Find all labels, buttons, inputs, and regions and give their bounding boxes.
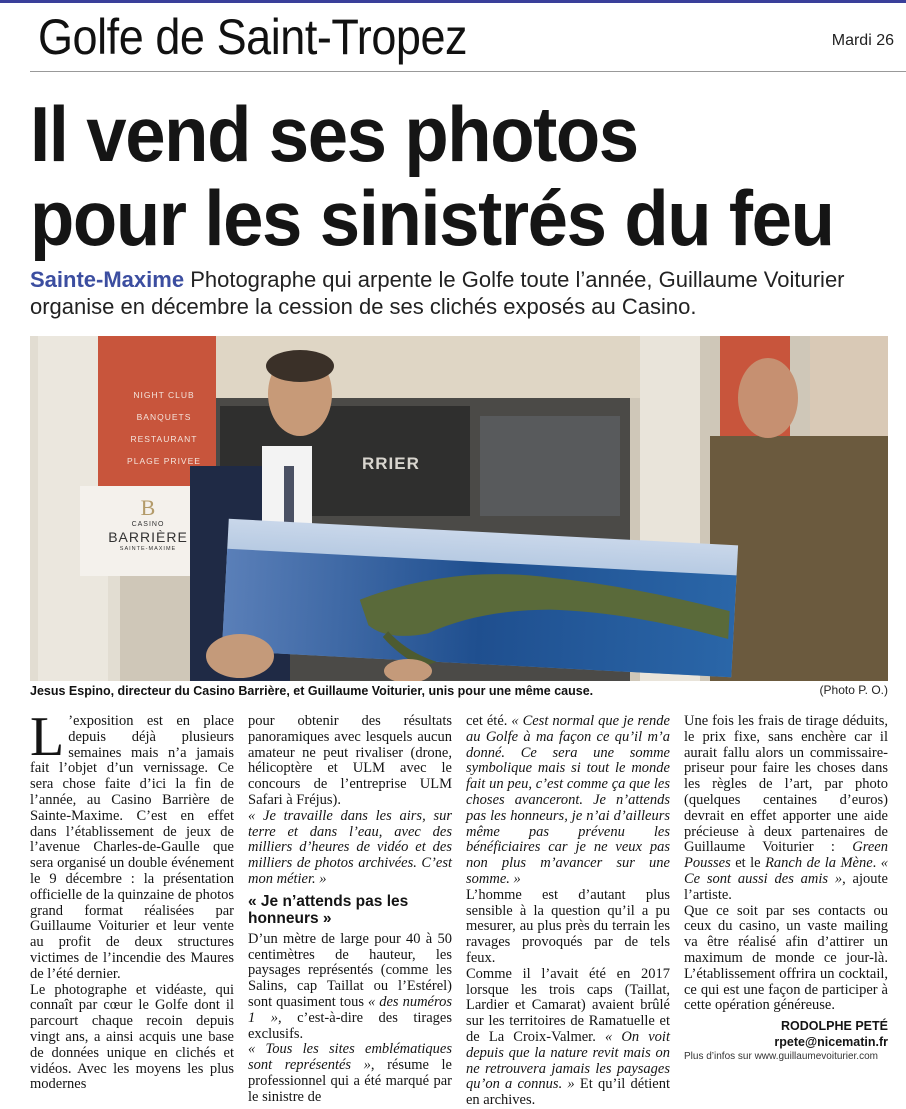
- paragraph-text: et le: [735, 855, 761, 872]
- article-lead: [30, 266, 906, 320]
- article-column-4: [684, 714, 888, 1064]
- header-divider: [30, 71, 906, 72]
- article-column-3: [466, 714, 670, 1109]
- top-accent-bar: [0, 0, 906, 3]
- article-column-2: [248, 714, 452, 1106]
- paragraph-text: D’un mètre de large pour 40 à 50 centimètres de hauteur, les paysages représentés (comme les Salins, cap Taillat ou l’Estérel) sont quasiment tous: [248, 930, 452, 1010]
- article-column-1: [30, 706, 234, 1093]
- intertitle: « Je n’attends pas les honneurs »: [248, 892, 409, 927]
- paragraph: [466, 714, 670, 888]
- drop-cap: L: [30, 706, 65, 768]
- more-info-link: Plus d’infos sur www.guillaumevoiturier.com: [684, 1051, 878, 1063]
- paragraph-text: , résume le professionnel qui a été marqué par le sinistre de: [248, 1057, 452, 1105]
- paragraph: pour obtenir des résultats panoramiques avec lesquels aucun amateur ne peut rivaliser (drone, hélicoptère et ULM avec le concours de l’entreprise ULM Safari à Fréjus).: [248, 713, 452, 808]
- paragraph-text: , c’est-à-dire des tirages exclusifs.: [248, 1009, 452, 1042]
- casino-sign: [110, 384, 218, 472]
- paragraph: [466, 967, 670, 1109]
- lead-text: Photographe qui arpente le Golfe toute l’année, Guillaume Voiturier organise en décembre la cession de ses clichés exposés au Casino.: [30, 267, 845, 319]
- quote: « Tous les sites emblématiques sont représentés »: [248, 1041, 452, 1074]
- quote: « des numéros 1 »: [248, 993, 452, 1026]
- paragraph: Que ce soit par ses contacts ou ceux du casino, un vaste mailing va être réalisé afin d’attirer un maximum de monde ce jour-là. L’établissement offrira un cocktail, ce qui est une façon de participer à cette opération généreuse.: [684, 902, 888, 1014]
- author-signature: RODOLPHE PETÉ: [781, 1019, 888, 1034]
- paragraph-text: Une fois les frais de tirage déduits, le prix fixe, sans enchère car il aurait fallu alors un commissaire-priseur pour faire les choses dans les règles de l’art, par photo (quelques centaines d’euros) devrait en effet apporter une aide précieuse à deux partenaires de Guillaume Voiturier :: [684, 713, 888, 856]
- paragraph: [30, 706, 234, 983]
- paragraph: L’homme est d’autant plus sensible à la question qu’il a pu mesurer, au plus près du terrain les ravages provoqués par de tels feux.: [466, 886, 670, 966]
- casino-logo: [86, 496, 210, 553]
- paragraph: Le photographe et vidéaste, qui connaît par cœur le Golfe dont il parcourt chaque recoin depuis vingt ans, a ainsi acquis une base de données unique en clichés et vidéos. Avec les moyens les plus modernes: [30, 981, 234, 1093]
- section-rubric: Golfe de Saint-Tropez: [38, 9, 468, 65]
- issue-date: Mardi 26: [831, 32, 894, 49]
- lead-place: Sainte-Maxime: [30, 267, 185, 292]
- paragraph-text: ’exposition est en place depuis déjà plusieurs semaines mais n’a jamais fait l’objet d’un vernissage. Ce sera chose faite d’ici la fin de l’année, au Casino Barrière de Sainte-Maxime. C’est en effet dans l’établissement de jeux de l’avenue Charles-de-Gaulle que sera organisé un double événement le 9 décembre : la présentation officielle de la quinzaine de photos grand format réalisées par Guillaume Voiturier et leur vente au profit de deux structures victimes de l’incendie des Maures de l’été dernier.: [30, 713, 234, 982]
- facade-lettering: RRIER: [362, 454, 420, 473]
- sign-line: BANQUETS: [136, 412, 192, 422]
- headline-line-2: pour les sinistrés du feu: [30, 174, 834, 262]
- sign-line: RESTAURANT: [130, 434, 198, 444]
- sign-line: PLAGE PRIVEE: [127, 456, 201, 466]
- headline-line-1: Il vend ses photos: [30, 90, 638, 178]
- quote: « Ce sont aussi des amis »: [684, 855, 889, 887]
- partner-name: Ranch de la Mène: [765, 855, 873, 872]
- paragraph-text: Et qu’il détient en archives.: [466, 1076, 670, 1109]
- logo-name: BARRIÈRE: [108, 529, 188, 545]
- sign-line: NIGHT CLUB: [133, 390, 195, 400]
- quote: « On voit depuis que la nature revit mais on ne retrouvera jamais les paysages qu’on a connus. »: [466, 1028, 670, 1093]
- logo-subtext: SAINTE-MAXIME: [119, 546, 177, 552]
- quote: « Je travaille dans les airs, sur terre et dans l’eau, avec des milliers d’heures de vidéo et des milliers de photos archivées. C’est mon métier. »: [248, 807, 452, 887]
- logo-letter: B: [140, 495, 156, 520]
- partner-name: Green Pousses: [684, 839, 888, 872]
- article-photo: [30, 336, 888, 681]
- quote: « Cest normal que je rende au Golfe à ma façon ce qu’il m’a donné. Ce sera une somme symbolique mais si tout le monde fait un peu, c’est comme ça que les choses avanceront. Je n’attends pas les honneurs, je n’ai d’ailleurs même pas prévenu les bénéficiaires car je ne veux pas non plus m’avancer sur une somme. »: [466, 713, 670, 887]
- logo-small-text: CASINO: [131, 521, 165, 528]
- paragraph: [248, 1042, 452, 1105]
- photo-credit: (Photo P. O.): [819, 683, 888, 697]
- paragraph: [248, 932, 452, 1043]
- paragraph-text: cet été.: [466, 713, 508, 729]
- author-email: rpete@nicematin.fr: [774, 1035, 888, 1050]
- photo-caption: Jesus Espino, directeur du Casino Barrière, et Guillaume Voiturier, unis pour une même cause.: [30, 684, 594, 698]
- paragraph-text: , ajoute l’artiste.: [684, 870, 888, 903]
- paragraph: Une fois les frais de tirage déduits, le prix fixe, sans enchère car il aurait fallu alors un commissaire-priseur pour faire les choses dans les règles de l’art, par photo (quelques centaines d’euros) devrait en effet apporter une aide précieuse à deux partenaires de Guillaume Voiturier : Green Pousses et le Ranch de la Mène. « Ce sont aussi des amis », ajoute l’artiste.: [684, 713, 889, 903]
- headline: [30, 92, 845, 260]
- paragraph-text: Comme il l’avait été en 2017 lorsque les trois caps (Taillat, Lardier et Camarat) avaient brûlé sur les territoires de Ramatuelle et de La Croix-Valmer.: [466, 965, 670, 1045]
